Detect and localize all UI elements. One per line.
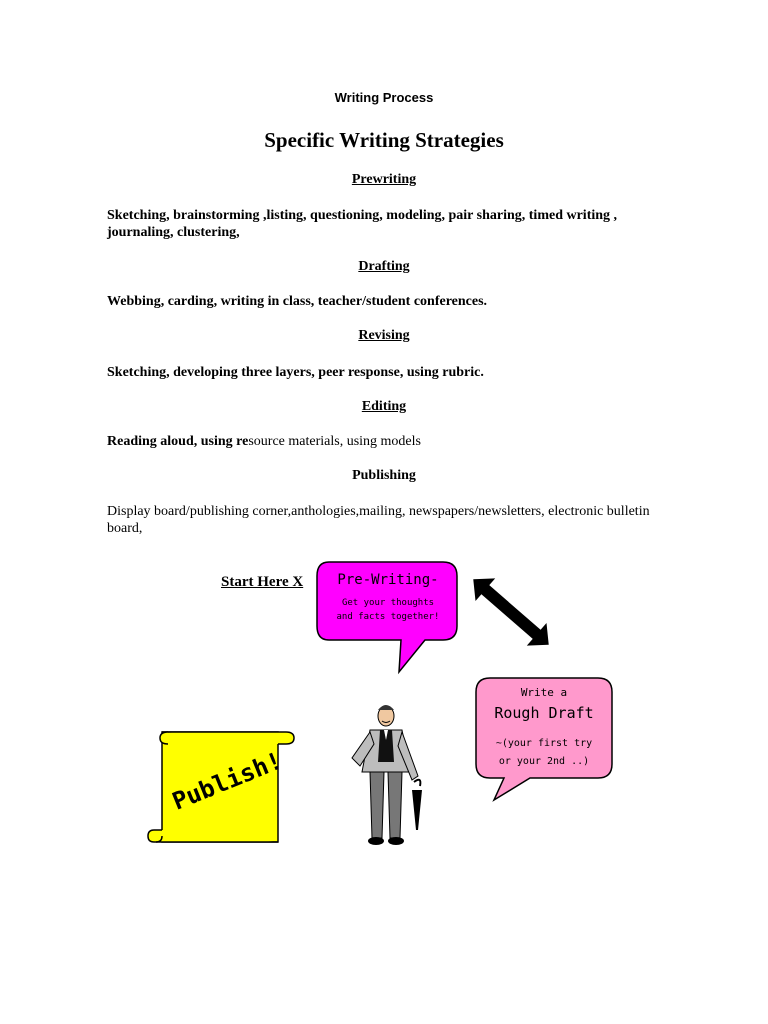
double-arrow-icon — [470, 572, 552, 652]
editing-text: Reading aloud, using resource materials, using models — [107, 434, 421, 449]
prewriting-bubble-line1: Get your thoughts — [341, 598, 435, 608]
rough-draft-line4: or your 2nd ..) — [498, 756, 590, 767]
prewriting-text: Sketching, brainstorming ,listing, questioning, modeling, pair sharing, timed writing , journaling, clustering, — [107, 208, 618, 240]
prewriting-bubble-line2: and facts together! — [336, 612, 440, 622]
heading-publishing: Publishing — [352, 468, 416, 483]
gentleman-with-umbrella-icon — [344, 700, 428, 848]
document-subtitle: Writing Process — [334, 90, 434, 105]
heading-revising: Revising — [358, 328, 410, 343]
document-title: Specific Writing Strategies — [264, 128, 504, 152]
start-here-label: Start Here X — [221, 574, 304, 590]
rough-draft-line3: ~(your first try — [495, 738, 593, 749]
rough-draft-line2: Rough Draft — [494, 704, 594, 722]
heading-drafting: Drafting — [358, 259, 410, 274]
heading-editing: Editing — [361, 399, 407, 414]
publishing-text: Display board/publishing corner,anthologies,mailing, newspapers/newsletters, electronic bulletin board, — [107, 504, 650, 536]
publish-label: Publish! — [168, 746, 287, 816]
prewriting-bubble-title: Pre-Writing- — [337, 572, 439, 588]
drafting-text: Webbing, carding, writing in class, teacher/student conferences. — [107, 294, 488, 309]
rough-draft-line1: Write a — [520, 686, 568, 699]
heading-prewriting: Prewriting — [351, 172, 417, 187]
revising-text: Sketching, developing three layers, peer response, using rubric. — [107, 365, 484, 380]
